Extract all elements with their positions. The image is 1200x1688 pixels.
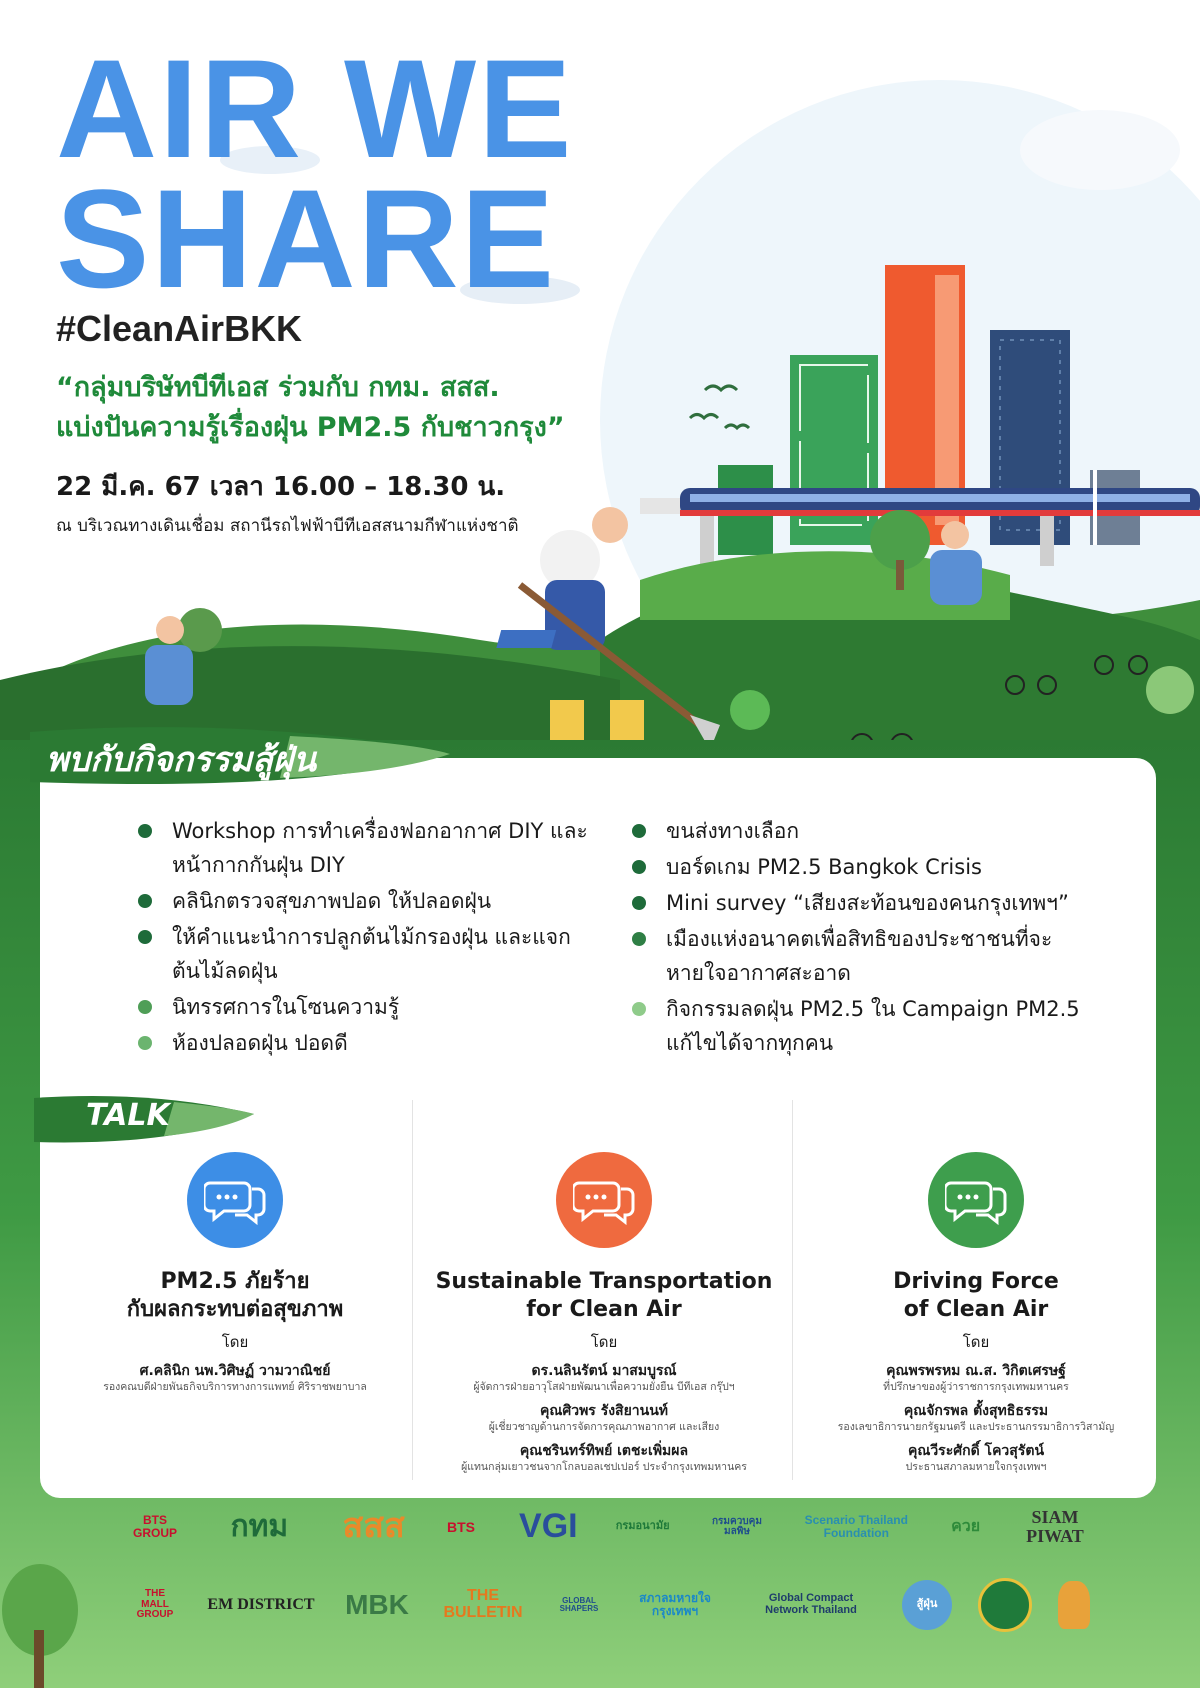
- activity-item: [138, 990, 618, 1024]
- column-divider: [412, 1100, 413, 1480]
- activity-text: Mini survey “เสียงสะท้อนของคนกรุงเทพฯ”: [666, 891, 1069, 915]
- activity-item: [138, 1026, 618, 1060]
- the-bulletin-logo: THE BULLETIN: [443, 1587, 523, 1621]
- sponsor-logos-row-2: [130, 1574, 1090, 1636]
- poster-title: [56, 30, 574, 317]
- event-venue: ณ บริเวณทางเดินเชื่อม สถานีรถไฟฟ้าบีทีเอสสนามกีฬาแห่งชาติ: [56, 516, 519, 536]
- talk-title-line-2: กับผลกระทบต่อสุขภาพ: [126, 1297, 344, 1322]
- emblem-logo: [1058, 1581, 1090, 1629]
- talk-label: TALK: [86, 1098, 170, 1133]
- speaker-role: ที่ปรึกษาของผู้ว่าราชการกรุงเทพมหานคร: [883, 1381, 1069, 1393]
- department-of-health-logo: กรมอนามัย: [615, 1520, 670, 1533]
- title-line-2: SHARE: [56, 160, 557, 317]
- speaker-role: รองเลขาธิการนายกรัฐมนตรี และประธานกรรมาธิการวิสามัญ: [837, 1421, 1115, 1433]
- bullet-icon: [632, 824, 646, 838]
- activity-item: [632, 992, 1092, 1060]
- activity-item: [632, 922, 1092, 990]
- subtitle-line-2: แบ่งปันความรู้เรื่องฝุ่น PM2.5 กับชาวกรุง”: [56, 412, 565, 443]
- title-line-1: AIR WE: [56, 30, 574, 187]
- chat-icon: [187, 1152, 283, 1248]
- speaker-name: คุณชรินทร์ทิพย์ เตชะเพิ่มผล: [519, 1443, 689, 1459]
- bma-logo: กทม: [230, 1510, 289, 1544]
- community-logo: ควย: [951, 1517, 981, 1535]
- chat-icon: [928, 1152, 1024, 1248]
- activity-text: เมืองแห่งอนาคตเพื่อสิทธิของประชาชนที่จะหายใจอากาศสะอาด: [666, 927, 1053, 985]
- activity-item: [632, 814, 1092, 848]
- activity-text: บอร์ดเกม PM2.5 Bangkok Crisis: [666, 855, 982, 879]
- bangkok-breathe-logo: สภาลมหายใจ กรุงเทพฯ: [639, 1591, 711, 1618]
- speaker-role: รองคณบดีฝ่ายพันธกิจบริการทางการแพทย์ ศิริราชพยาบาล: [103, 1381, 367, 1393]
- activity-item: [632, 850, 1092, 884]
- activity-item: [138, 884, 618, 918]
- pollution-control-logo: กรมควบคุมมลพิษ: [711, 1515, 762, 1537]
- talk-title-line-2: for Clean Air: [526, 1297, 682, 1322]
- activity-text: ห้องปลอดฝุ่น ปอดดี: [172, 1031, 348, 1055]
- activity-text: กิจกรรมลดฝุ่น PM2.5 ใน Campaign PM2.5 แก้ไขได้จากทุกคน: [666, 997, 1080, 1055]
- fight-dust-logo: สู้ฝุ่น: [902, 1580, 952, 1630]
- bullet-icon: [138, 930, 152, 944]
- activity-item: [632, 886, 1092, 920]
- bullet-icon: [138, 824, 152, 838]
- tree-decoration: [0, 1560, 100, 1688]
- bts-group-logo: BTS GROUP: [132, 1513, 177, 1540]
- the-mall-group-logo: THE MALL GROUP: [136, 1588, 174, 1621]
- activity-list-right: [632, 814, 1092, 1062]
- siam-piwat-logo: SIAM PIWAT: [1026, 1507, 1084, 1546]
- activity-item: [138, 814, 618, 882]
- bts-logo: BTS: [446, 1518, 475, 1535]
- speaker-role: ผู้แทนกลุ่มเยาวชนจากโกลบอลเชปเปอร์ ประจำกรุงเทพมหานคร: [461, 1461, 747, 1473]
- talk-by: โดย: [221, 1333, 249, 1351]
- activity-text: ให้คำแนะนำการปลูกต้นไม้กรองฝุ่น และแจกต้นไม้ลดฝุ่น: [172, 925, 571, 983]
- mbk-logo: MBK: [345, 1589, 409, 1621]
- bullet-icon: [138, 894, 152, 908]
- speaker-name: คุณศิวพร รังสิยานนท์: [539, 1403, 669, 1419]
- subtitle-line-1: “กลุ่มบริษัทบีทีเอส ร่วมกับ กทม. สสส.: [56, 372, 500, 403]
- vgi-logo: VGI: [519, 1507, 578, 1546]
- scenario-thailand-logo: Scenario Thailand Foundation: [804, 1513, 908, 1540]
- bullet-icon: [138, 1000, 152, 1014]
- global-compact-logo: Global Compact Network Thailand: [765, 1592, 857, 1616]
- em-district-logo: EM DISTRICT: [207, 1595, 315, 1613]
- activity-text: Workshop การทำเครื่องฟอกอากาศ DIY และหน้ากากกันฝุ่น DIY: [172, 819, 588, 877]
- talk-title-line-1: Driving Force: [893, 1269, 1059, 1294]
- talk-by: โดย: [590, 1333, 618, 1351]
- activities-heading: พบกับกิจกรรมสู้ฝุ่น: [46, 740, 317, 780]
- speaker-name: ศ.คลินิก นพ.วิศิษฏ์ วามวาณิชย์: [139, 1363, 331, 1379]
- sponsor-logos-row-1: [130, 1496, 1090, 1558]
- talk-title-line-2: of Clean Air: [903, 1297, 1049, 1322]
- bullet-icon: [632, 860, 646, 874]
- talk-session-1: [60, 1152, 410, 1394]
- talk-title-line-1: Sustainable Transportation: [435, 1269, 773, 1294]
- activity-list-left: [138, 814, 618, 1062]
- activity-item: [138, 920, 618, 988]
- event-datetime: 22 มี.ค. 67 เวลา 16.00 – 18.30 น.: [56, 472, 506, 502]
- speaker-role: ผู้เชี่ยวชาญด้านการจัดการคุณภาพอากาศ และเสียง: [488, 1421, 720, 1433]
- bullet-icon: [632, 1002, 646, 1016]
- bullet-icon: [632, 932, 646, 946]
- speaker-role: ประธานสภาลมหายใจกรุงเทพฯ: [905, 1461, 1047, 1473]
- speaker-name: ดร.นลินรัตน์ มาสมบูรณ์: [531, 1363, 677, 1379]
- seal-logo: [978, 1578, 1032, 1632]
- activity-text: นิทรรศการในโซนความรู้: [172, 995, 400, 1019]
- thaihealth-logo: สสส: [342, 1507, 405, 1546]
- activity-text: ขนส่งทางเลือก: [666, 819, 800, 843]
- subtitle: [56, 368, 616, 448]
- speaker-name: คุณพรพรหม ณ.ส. วิกิตเศรษฐ์: [886, 1363, 1066, 1379]
- hashtag: #CleanAirBKK: [56, 308, 303, 349]
- talk-session-2: [424, 1152, 784, 1474]
- talk-by: โดย: [962, 1333, 990, 1351]
- global-shapers-logo: GLOBAL SHAPERS: [559, 1595, 599, 1613]
- speaker-name: คุณวีระศักดิ์ โควสุรัตน์: [907, 1443, 1045, 1459]
- talk-session-3: [806, 1152, 1146, 1474]
- chat-icon: [556, 1152, 652, 1248]
- speaker-role: ผู้จัดการฝ่ายอาวุโสฝ่ายพัฒนาเพื่อความยั่งยืน บีทีเอส กรุ๊ปฯ: [473, 1381, 735, 1393]
- speaker-name: คุณจักรพล ตั้งสุทธิธรรม: [903, 1403, 1049, 1419]
- bullet-icon: [632, 896, 646, 910]
- bullet-icon: [138, 1036, 152, 1050]
- column-divider: [792, 1100, 793, 1480]
- activity-text: คลินิกตรวจสุขภาพปอด ให้ปลอดฝุ่น: [172, 889, 492, 913]
- talk-title-line-1: PM2.5 ภัยร้าย: [160, 1269, 310, 1294]
